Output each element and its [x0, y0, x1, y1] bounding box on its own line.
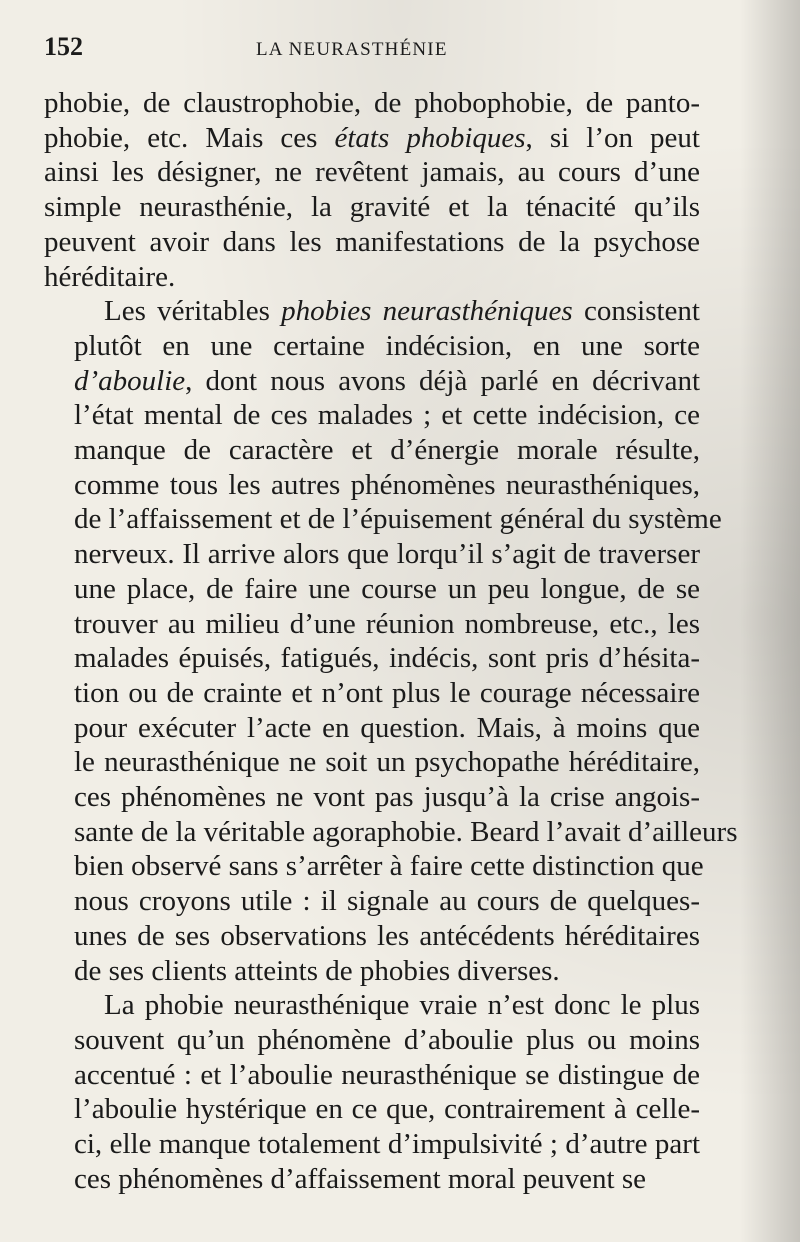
text-line: ces phénomènes d’affaissement moral peuvent se — [74, 1162, 647, 1195]
text-line: tion ou de crainte et n’ont plus le courage nécessaire — [74, 676, 700, 709]
text-line: nous croyons utile : il signale au cours de quelques- — [74, 885, 700, 918]
text-line: Les véritables phobies neurasthéniques consistent — [104, 295, 700, 328]
italic-phrase: phobies neurasthéniques — [281, 295, 573, 328]
text-line: phobie, de claustrophobie, de phobophobie, de panto- — [44, 87, 700, 119]
text-line: phobie, etc. Mais ces états phobiques, si l’on peut — [44, 121, 700, 154]
text-line: peuvent avoir dans les manifestations de la psychose — [44, 225, 700, 258]
text-line: manque de caractère et d’énergie morale résulte, — [74, 434, 700, 467]
text-line: ci, elle manque totalement d’impulsivité ; d’autre part — [74, 1128, 700, 1161]
text-line: de l’affaissement et de l’épuisement général du système — [74, 503, 722, 536]
text-line: unes de ses observations les antécédents héréditaires — [74, 919, 700, 952]
text-line: comme tous les autres phénomènes neurasthéniques, — [74, 468, 700, 501]
text-line: l’état mental de ces malades ; et cette indécision, ce — [74, 399, 700, 432]
text-line: La phobie neurasthénique vraie n’est donc le plus — [104, 989, 700, 1022]
text-line: de ses clients atteints de phobies diverses. — [74, 954, 560, 987]
text-line: plutôt en une certaine indécision, en une sorte — [74, 329, 700, 362]
italic-phrase: d’aboulie — [74, 364, 186, 397]
text-line: simple neurasthénie, la gravité et la ténacité qu’ils — [44, 191, 700, 224]
page-number: 152 — [44, 32, 83, 61]
text-line: trouver au milieu d’une réunion nombreuse, etc., les — [74, 607, 700, 640]
text-line: pour exécuter l’acte en question. Mais, à moins que — [74, 711, 700, 744]
running-head — [44, 32, 700, 76]
text-line: accentué : et l’aboulie neurasthénique se distingue de — [74, 1058, 700, 1091]
text-line: souvent qu’un phénomène d’aboulie plus ou moins — [74, 1023, 700, 1056]
text-line: nerveux. Il arrive alors que lorqu’il s’agit de traverser — [74, 538, 700, 571]
running-title: LA NEURASTHÉNIE — [256, 39, 448, 60]
text-line: héréditaire. — [44, 260, 176, 293]
text-line: d’aboulie, dont nous avons déjà parlé en décrivant — [74, 364, 700, 397]
text-line: sante de la véritable agoraphobie. Beard l’avait d’ailleurs — [74, 815, 738, 848]
text-line: ainsi les désigner, ne revêtent jamais, au cours d’une — [44, 156, 700, 189]
paragraph — [44, 294, 738, 988]
text-line: ces phénomènes ne vont pas jusqu’à la crise angois- — [74, 781, 700, 814]
text-line: le neurasthénique ne soit un psychopathe héréditaire, — [74, 746, 700, 779]
paragraph — [44, 988, 700, 1196]
text-line: l’aboulie hystérique en ce que, contrairement à celle- — [74, 1093, 700, 1126]
paragraph — [44, 86, 700, 294]
italic-phrase: états phobiques — [334, 121, 526, 154]
body-text — [44, 86, 738, 1197]
text-line: malades épuisés, fatigués, indécis, sont pris d’hésita- — [74, 642, 700, 675]
text-line: bien observé sans s’arrêter à faire cette distinction que — [74, 850, 704, 883]
text-line: une place, de faire une course un peu longue, de se — [74, 572, 700, 605]
